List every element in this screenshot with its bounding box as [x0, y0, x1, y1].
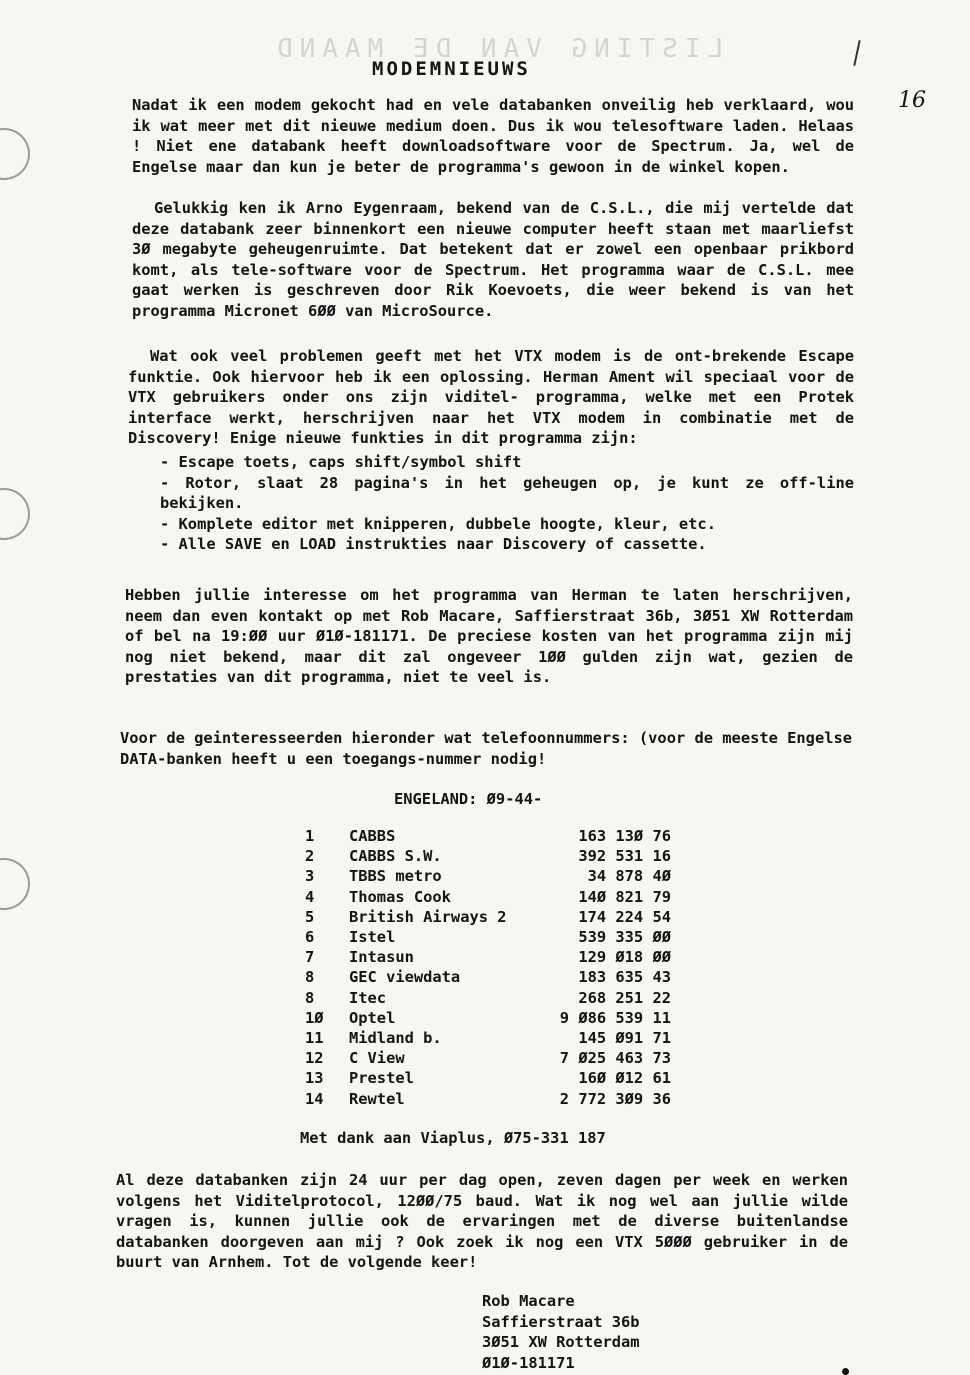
- row-phone: 539 335 ØØ: [578, 928, 671, 947]
- row-phone: 14Ø 821 79: [578, 887, 671, 906]
- list-item: - Alle SAVE en LOAD instrukties naar Discovery of cassette.: [160, 535, 707, 554]
- signature-name: Rob Macare: [482, 1292, 575, 1310]
- row-phone: 268 251 22: [578, 988, 671, 1007]
- page-number: 16: [898, 88, 926, 113]
- signature-phone: Ø1Ø-181171: [482, 1353, 575, 1372]
- table-row: [305, 887, 671, 907]
- pen-mark: [853, 40, 860, 66]
- punch-hole: [0, 858, 30, 910]
- row-name: CABBS: [349, 827, 396, 846]
- row-phone: 9 Ø86 539 11: [559, 1008, 671, 1027]
- punch-hole: [0, 128, 30, 180]
- row-number: 12: [305, 1049, 324, 1068]
- row-name: Rewtel: [349, 1089, 405, 1108]
- row-name: Itec: [349, 988, 387, 1007]
- row-number: 14: [305, 1089, 324, 1108]
- paragraph-intro: Nadat ik een modem gekocht had en vele databanken onveilig heb verklaard, wou ik wat meer met dit nieuwe medium doen. Dus ik wou telesoftware laden. Helaas ! Niet ene databank heeft downloadsoftware voor de Spectrum. Ja, wel de Engelse maar dan kun je beter de programma's gewoon in de winkel kopen.: [132, 96, 854, 176]
- paragraph-numbers-intro: Voor de geinteresseerden hieronder wat telefoonnummers: (voor de meeste Engelse DATA-banken heeft u een toegangs-nummer nodig!: [120, 729, 853, 768]
- row-name: Istel: [349, 928, 396, 947]
- row-name: TBBS metro: [349, 867, 442, 886]
- row-phone: 34 878 4Ø: [587, 867, 671, 886]
- signature-street: Saffierstraat 36b: [482, 1312, 640, 1331]
- table-row: [305, 826, 671, 846]
- row-name: Prestel: [349, 1069, 414, 1088]
- row-phone: 145 Ø91 71: [578, 1028, 671, 1047]
- row-number: 1: [305, 827, 315, 846]
- signature-address: [482, 1291, 640, 1373]
- table-row: [305, 967, 671, 987]
- row-name: C View: [349, 1049, 405, 1068]
- row-name: CABBS S.W.: [349, 847, 442, 866]
- row-number: 11: [305, 1028, 324, 1047]
- row-number: 4: [305, 887, 315, 906]
- row-phone: 129 Ø18 ØØ: [578, 948, 671, 967]
- row-number: 3: [305, 867, 315, 886]
- table-row: [305, 1048, 671, 1068]
- row-phone: 7 Ø25 463 73: [559, 1049, 671, 1068]
- country-header: ENGELAND: Ø9-44-: [394, 790, 543, 808]
- list-item: - Komplete editor met knipperen, dubbele hoogte, kleur, etc.: [160, 514, 716, 533]
- row-phone: 183 635 43: [578, 968, 671, 987]
- row-phone: 392 531 16: [578, 847, 671, 866]
- thanks-line: Met dank aan Viaplus, Ø75-331 187: [300, 1129, 606, 1147]
- signature-city: 3Ø51 XW Rotterdam: [482, 1333, 640, 1352]
- row-name: Optel: [349, 1008, 396, 1027]
- page-title: MODEMNIEUWS: [372, 58, 531, 80]
- list-item: - Rotor, slaat 28 pagina's in het geheugen op, je kunt ze off-line bekijken.: [160, 473, 854, 513]
- row-number: 13: [305, 1069, 324, 1088]
- row-number: 2: [305, 847, 315, 866]
- table-row: [305, 1028, 671, 1048]
- row-number: 1Ø: [305, 1008, 324, 1027]
- databank-table: [305, 826, 671, 1109]
- table-row: [305, 1068, 671, 1088]
- row-number: 6: [305, 928, 315, 947]
- row-number: 8: [305, 988, 315, 1007]
- row-phone: 16Ø Ø12 61: [578, 1069, 671, 1088]
- table-row: [305, 1008, 671, 1028]
- row-name: Intasun: [349, 948, 414, 967]
- table-row: [305, 927, 671, 947]
- paragraph-interest: Hebben jullie interesse om het programma van Herman te laten herschrijven, neem dan even kontakt op met Rob Macare, Saffierstraat 36b, 3Ø51 XW Rotterdam of bel na 19:ØØ uur Ø1Ø-181171. De preciese kosten van het programma zijn mij nog niet bekend, maar dit zal ongeveer 1ØØ gulden zijn wat, gezien de prestaties van dit programma, niet te veel is.: [125, 586, 853, 687]
- row-name: British Airways 2: [349, 907, 507, 926]
- row-phone: 174 224 54: [578, 907, 671, 926]
- table-row: [305, 947, 671, 967]
- row-number: 7: [305, 948, 315, 967]
- punch-hole: [0, 488, 30, 540]
- paragraph-eygenraam: Gelukkig ken ik Arno Eygenraam, bekend van de C.S.L., die mij vertelde dat deze databank zeer binnenkort een nieuwe computer heeft staan met maarliefst 3Ø megabyte geheugenruimte. Dat betekent dat er zowel een openbaar prikbord komt, als tele-software voor de Spectrum. Het programma waar de C.S.L. mee gaat werken is geschreven door Rik Koevoets, die weer bekend is van het programma Micronet 6ØØ van MicroSource.: [132, 199, 854, 320]
- paragraph-closing: Al deze databanken zijn 24 uur per dag open, zeven dagen per week en werken volgens het Viditelprotocol, 12ØØ/75 baud. Wat ik nog wel aan jullie wilde vragen is, kunnen jullie ook de ervaringen met de diverse buitenlandse databanken doorgeven aan mij ? Ook zoek ik nog een VTX 5ØØØ gebruiker in de buurt van Arnhem. Tot de volgende keer!: [116, 1171, 848, 1272]
- feature-list: [160, 452, 854, 555]
- table-row: [305, 1088, 671, 1108]
- list-item: - Escape toets, caps shift/symbol shift: [160, 453, 522, 471]
- row-number: 5: [305, 907, 315, 926]
- row-number: 8: [305, 968, 315, 987]
- table-row: [305, 846, 671, 866]
- row-phone: 2 772 3Ø9 36: [559, 1089, 671, 1108]
- table-row: [305, 866, 671, 886]
- paragraph-escape: Wat ook veel problemen geeft met het VTX modem is de ont-brekende Escape funktie. Ook hiervoor heb ik een oplossing. Herman Ament wil speciaal voor de VTX gebruikers onder ons zijn viditel- programma, welke met een Protek interface werkt, herschrijven naar het VTX modem in combinatie met de Discovery! Enige nieuwe funkties in dit programma zijn:: [128, 347, 854, 448]
- row-name: GEC viewdata: [349, 968, 461, 987]
- show-through-heading: LISTING VAN DE MAAND: [270, 34, 724, 64]
- row-name: Thomas Cook: [349, 887, 451, 906]
- row-name: Midland b.: [349, 1028, 442, 1047]
- table-row: [305, 907, 671, 927]
- row-phone: 163 13Ø 76: [578, 827, 671, 846]
- table-row: [305, 988, 671, 1008]
